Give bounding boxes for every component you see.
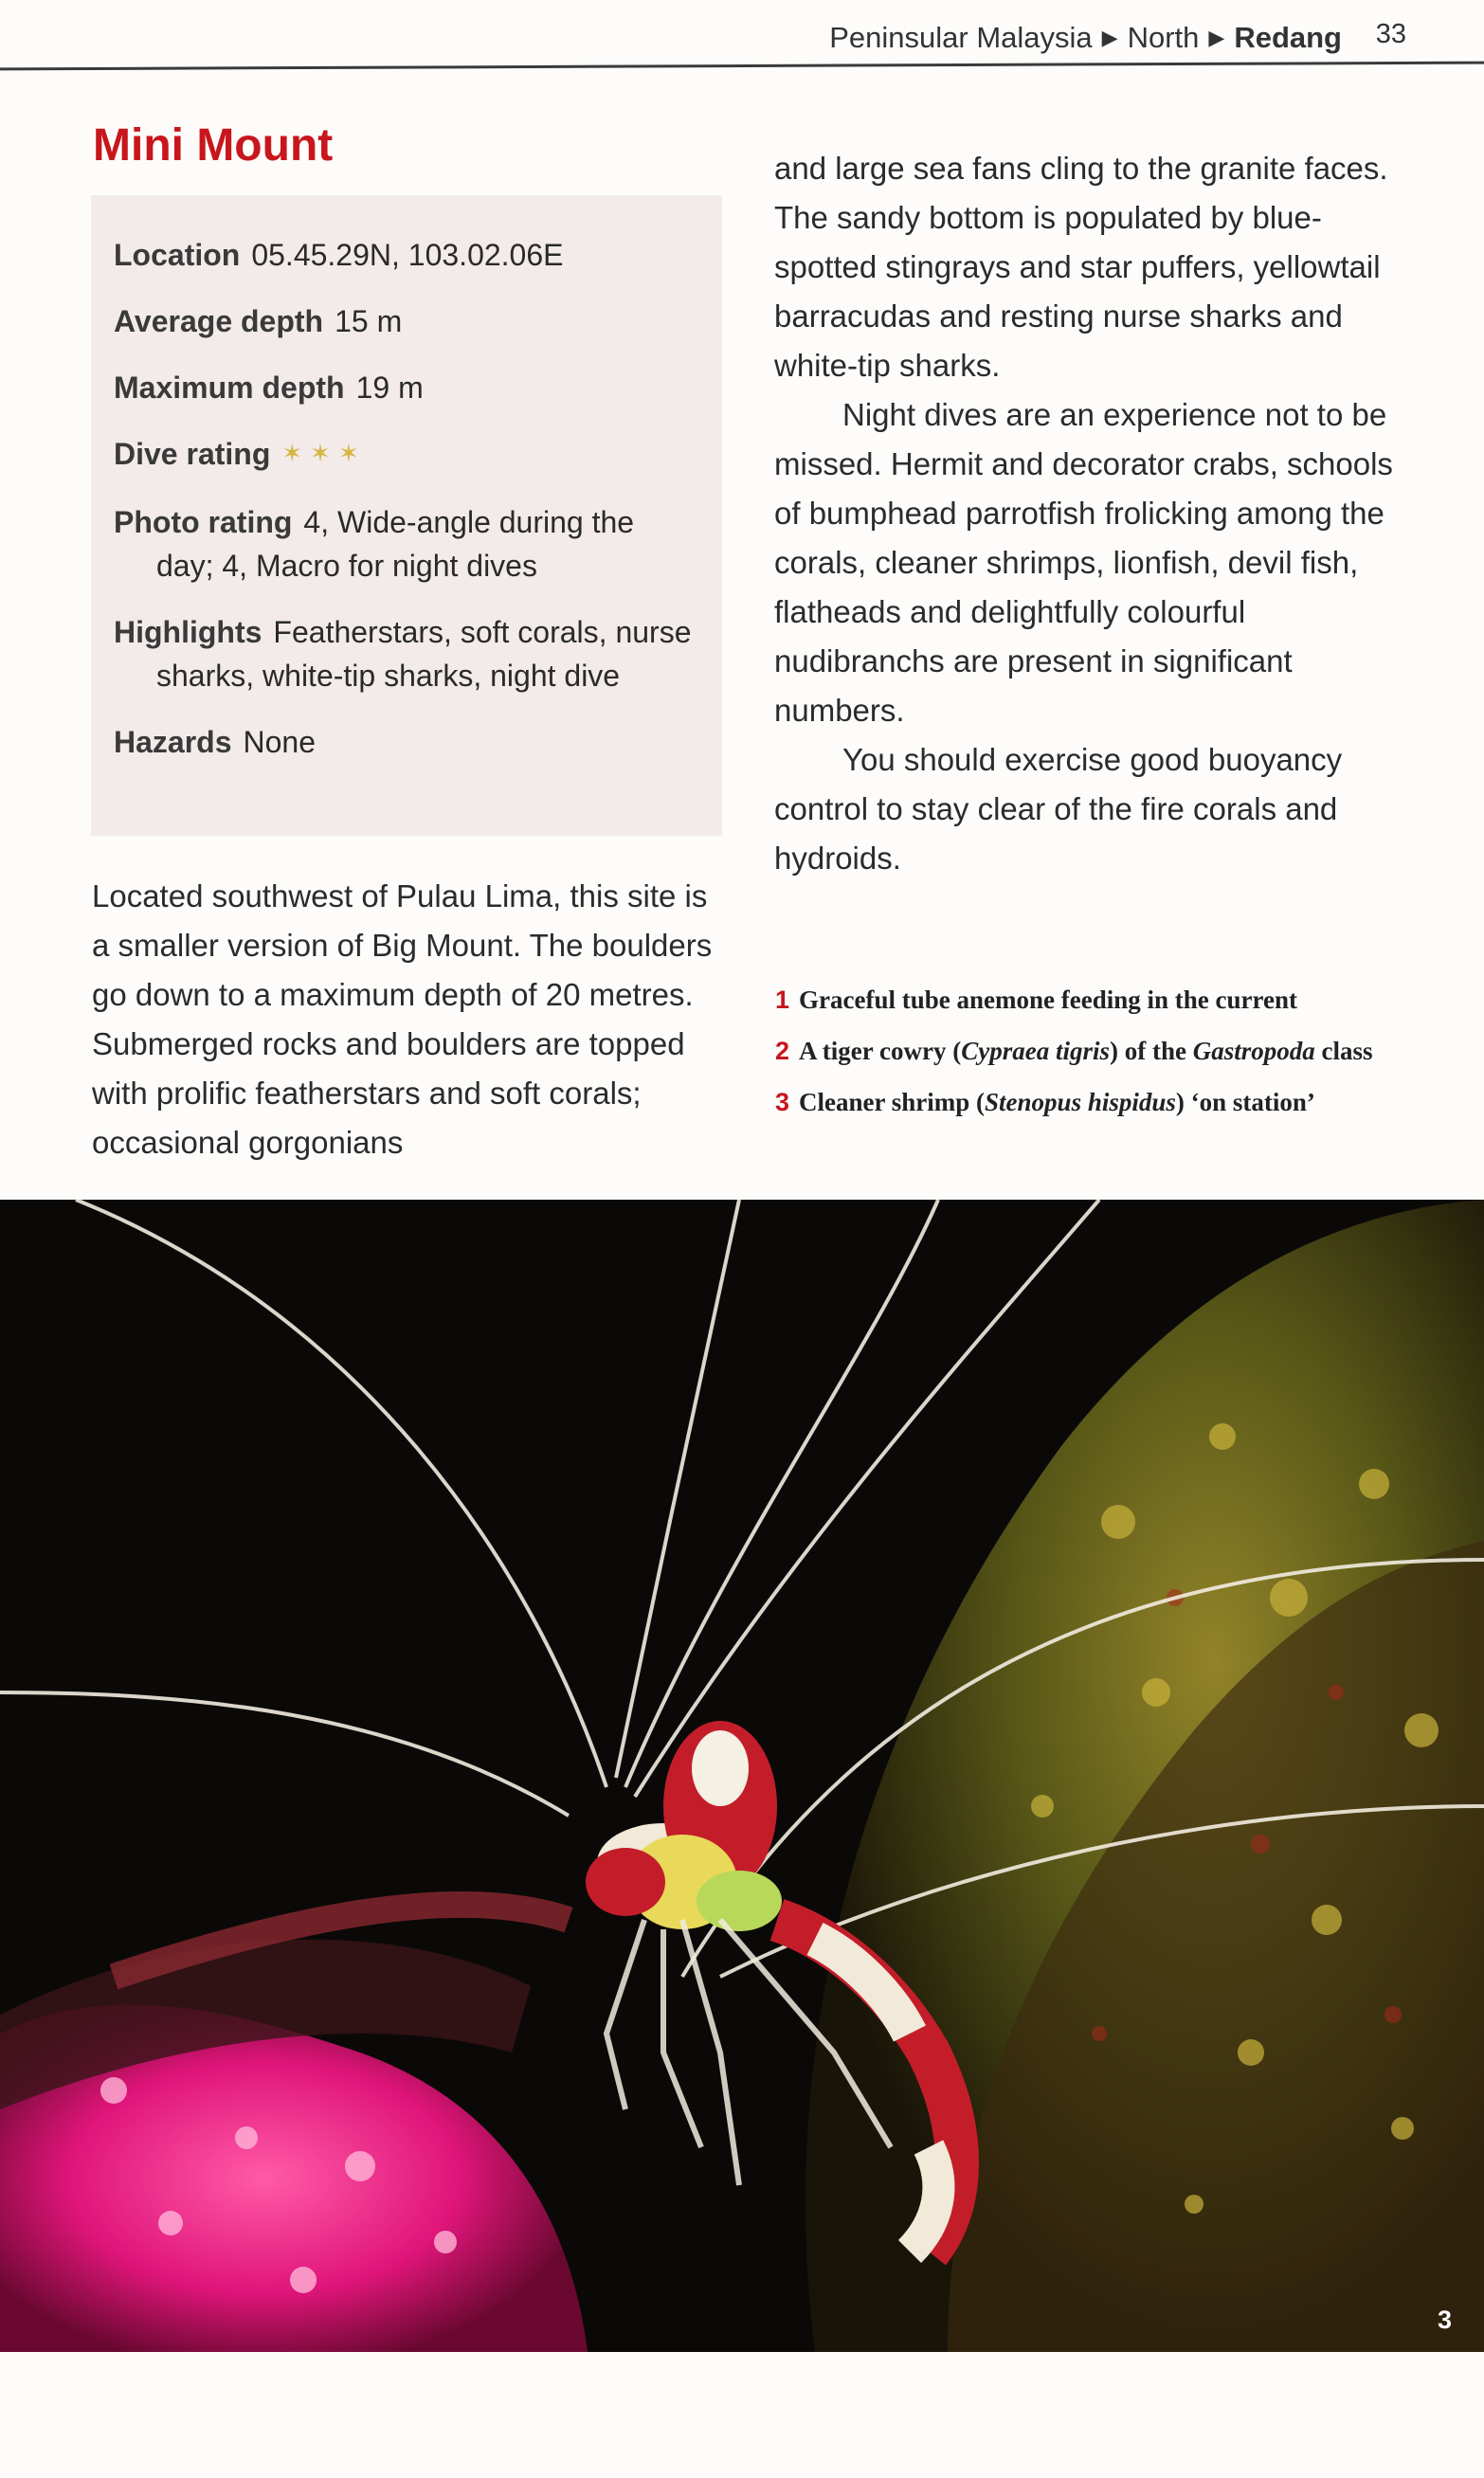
fact-maximum-depth bbox=[114, 366, 699, 409]
caption-text: Cleaner shrimp ( bbox=[799, 1088, 986, 1116]
body-paragraph: You should exercise good buoyancy control to stay clear of the fire corals and hydroids. bbox=[774, 742, 1343, 876]
body-paragraph: Night dives are an experience not to be missed. Hermit and decorator crabs, schools of bumphead parrotfish frolicking among the corals, cleaner shrimps, lionfish, devil fish, flatheads and delightfully colourful nudibranchs are present in significant numbers. bbox=[774, 397, 1393, 728]
breadcrumb-region: Peninsular Malaysia bbox=[829, 21, 1093, 54]
caption-class: Gastropoda bbox=[1192, 1037, 1315, 1065]
caption-number: 2 bbox=[775, 1037, 790, 1065]
caption-item bbox=[775, 1033, 1401, 1069]
caption-text: A tiger cowry ( bbox=[799, 1037, 962, 1065]
fact-value: Featherstars, soft corals, nurse sharks, white-tip sharks, night dive bbox=[156, 615, 692, 693]
dive-site-factbox bbox=[91, 195, 722, 836]
fact-hazards bbox=[114, 720, 699, 764]
body-column-left bbox=[92, 872, 727, 1167]
breadcrumb-arrow-icon: ▶ bbox=[1208, 26, 1225, 49]
caption-species: Cypraea tigris bbox=[961, 1037, 1110, 1065]
breadcrumb bbox=[829, 21, 1342, 55]
page-number: 33 bbox=[1375, 19, 1406, 49]
fact-location bbox=[114, 233, 699, 277]
fact-label: Location bbox=[114, 238, 241, 272]
header-rule bbox=[0, 62, 1484, 71]
body-paragraph: and large sea fans cling to the granite faces. The sandy bottom is populated by blue-spotted stingrays and star puffers, yellowtail barracudas and resting nurse sharks and white-tip sharks. bbox=[774, 151, 1388, 383]
fact-dive-rating bbox=[114, 432, 699, 478]
fact-label: Dive rating bbox=[114, 437, 271, 471]
breadcrumb-arrow-icon: ▶ bbox=[1101, 26, 1118, 49]
caption-text: class bbox=[1314, 1037, 1373, 1065]
photo-illustration bbox=[0, 1200, 1484, 2352]
fact-value: None bbox=[243, 725, 316, 759]
cleaner-shrimp-photo bbox=[0, 1200, 1484, 2352]
caption-species: Stenopus hispidus bbox=[985, 1088, 1176, 1116]
caption-number: 1 bbox=[775, 986, 790, 1014]
fact-value: 19 m bbox=[355, 371, 424, 405]
caption-text: Graceful tube anemone feeding in the current bbox=[799, 986, 1297, 1014]
photo-captions bbox=[775, 982, 1401, 1135]
fact-label: Maximum depth bbox=[114, 371, 345, 405]
fact-value: 05.45.29N, 103.02.06E bbox=[251, 238, 564, 272]
caption-number: 3 bbox=[775, 1088, 790, 1116]
fact-highlights bbox=[114, 610, 699, 697]
caption-item bbox=[775, 982, 1401, 1018]
star-rating-icon: ✶✶✶ bbox=[281, 439, 367, 467]
fact-photo-rating bbox=[114, 500, 699, 588]
body-paragraph: Located southwest of Pulau Lima, this site is a smaller version of Big Mount. The boulders go down to a maximum depth of 20 metres. Submerged rocks and boulders are topped with prolific featherstars and soft corals; occasional gorgonians bbox=[92, 878, 713, 1160]
breadcrumb-area: North bbox=[1127, 21, 1200, 54]
caption-text: ) ‘on station’ bbox=[1175, 1088, 1315, 1116]
body-column-right bbox=[774, 144, 1395, 883]
caption-text: ) of the bbox=[1110, 1037, 1193, 1065]
fact-average-depth bbox=[114, 299, 699, 343]
caption-item bbox=[775, 1084, 1401, 1120]
fact-value: 15 m bbox=[335, 304, 403, 338]
page-title: Mini Mount bbox=[93, 120, 334, 171]
fact-value: 4, Wide-angle during the day; 4, Macro for night dives bbox=[156, 505, 635, 583]
fact-label: Hazards bbox=[114, 725, 232, 759]
fact-label: Photo rating bbox=[114, 505, 293, 539]
photo-number: 3 bbox=[1437, 2306, 1452, 2334]
fact-label: Highlights bbox=[114, 615, 262, 649]
breadcrumb-current: Redang bbox=[1234, 21, 1342, 54]
fact-label: Average depth bbox=[114, 304, 324, 338]
